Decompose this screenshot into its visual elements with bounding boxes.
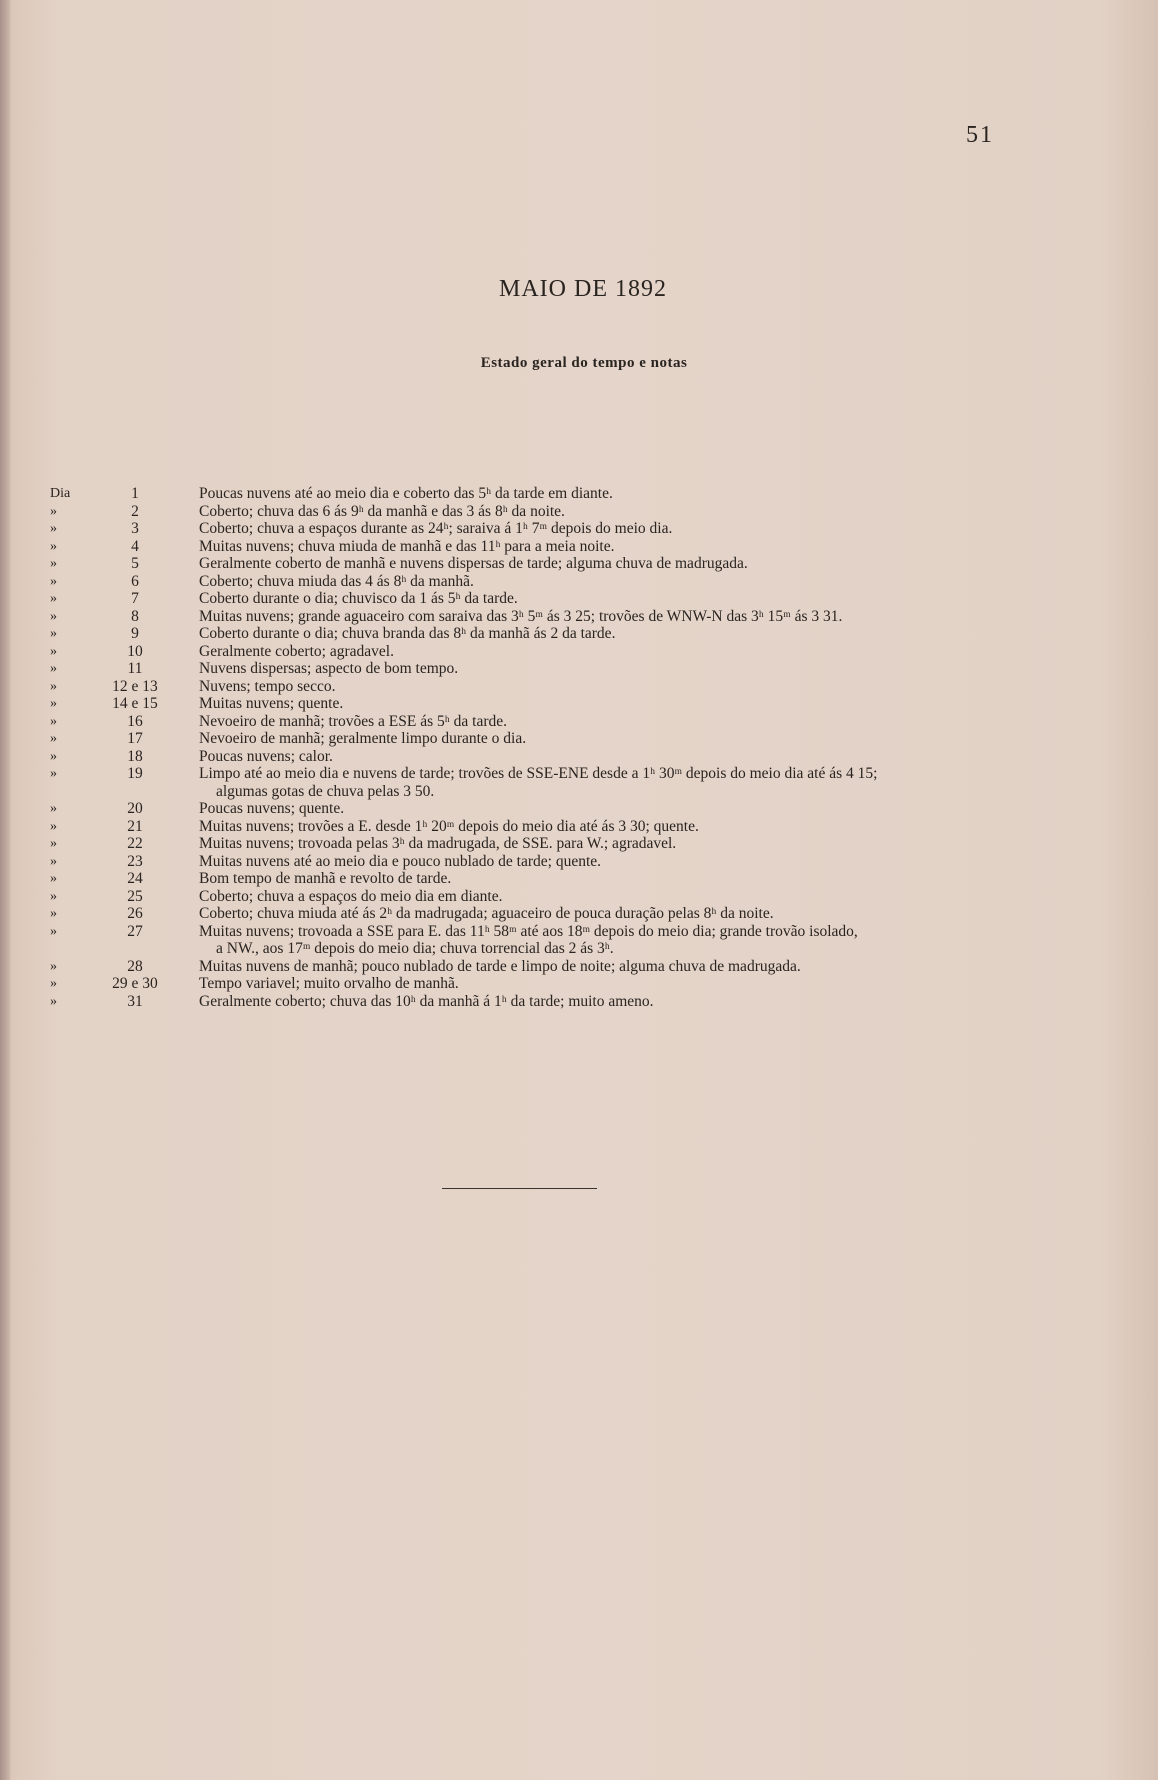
entry-text-block (173, 660, 1019, 678)
entry-day: 22 (127, 835, 143, 852)
entry-text-block (173, 993, 1019, 1011)
entry-label: » (50, 958, 57, 974)
entry-text: Coberto; chuva miuda das 4 ás 8ʰ da manhã. (199, 572, 474, 590)
entry-text-block (173, 765, 1019, 800)
entry-label: » (50, 643, 57, 659)
entry-day: 23 (127, 852, 143, 870)
entry-text-block (173, 678, 1019, 696)
entry-text-block (173, 608, 1019, 626)
entry-text: Muitas nuvens; trovões a E. desde 1ʰ 20ᵐ depois do meio dia até ás 3 30; quente. (199, 817, 699, 835)
entry-day: 20 (127, 800, 143, 817)
entry-text: Geralmente coberto; chuva das 10ʰ da manhã á 1ʰ da tarde; muito ameno. (199, 992, 654, 1010)
list-item (0, 888, 1158, 906)
entry-label: » (50, 731, 57, 746)
entry-text: Muitas nuvens de manhã; pouco nublado de tarde e limpo de noite; alguma chuva de madrugada. (199, 957, 801, 975)
entry-day: 10 (127, 642, 143, 660)
entry-text: Muitas nuvens até ao meio dia e pouco nublado de tarde; quente. (199, 852, 602, 870)
entry-text-block (173, 590, 1019, 608)
entry-label: » (50, 818, 57, 834)
entry-label: » (50, 573, 57, 589)
entry-text: Geralmente coberto de manhã e nuvens dispersas de tarde; alguma chuva de madrugada. (199, 555, 748, 572)
entry-text: Muitas nuvens; quente. (199, 695, 344, 712)
entry-text-block (173, 835, 1019, 853)
list-item (0, 590, 1158, 608)
entry-text-block (173, 975, 1019, 993)
entry-label: » (50, 556, 57, 571)
list-item (0, 520, 1158, 538)
entry-label: » (50, 871, 57, 886)
entry-day: 5 (131, 555, 139, 572)
entry-label: » (50, 696, 57, 711)
list-item (0, 993, 1158, 1011)
entry-day: 1 (131, 485, 139, 502)
entry-text-block (173, 870, 1019, 888)
entry-text: Muitas nuvens; grande aguaceiro com saraiva das 3ʰ 5ᵐ ás 3 25; trovões de WNW-N das 3ʰ 15ᵐ ás 3 31. (199, 607, 843, 625)
list-item (0, 503, 1158, 521)
entry-label: » (50, 626, 57, 641)
entry-day: 8 (131, 607, 139, 625)
list-item (0, 818, 1158, 836)
entry-label: » (50, 678, 57, 694)
page-number: 51 (966, 122, 994, 148)
entry-text-block (173, 800, 1019, 818)
entry-label: » (50, 608, 57, 624)
entry-label: » (50, 993, 57, 1009)
entry-text-continuation: algumas gotas de chuva pelas 3 50. (216, 782, 435, 800)
entry-text-block (173, 888, 1019, 906)
entry-text: Coberto; chuva miuda até ás 2ʰ da madrugada; aguaceiro de pouca duração pelas 8ʰ da noite. (199, 905, 774, 922)
page-subtitle: Estado geral do tempo e notas (480, 355, 688, 371)
entry-text: Coberto durante o dia; chuvisco da 1 ás 5ʰ da tarde. (199, 590, 518, 607)
entry-label: Dia (50, 486, 71, 501)
entry-text: Nevoeiro de manhã; geralmente limpo durante o dia. (199, 730, 527, 747)
page-title: MAIO DE 1892 (499, 276, 667, 302)
entry-day: 21 (127, 817, 143, 835)
entry-text-block (173, 853, 1019, 871)
entry-text-block (173, 625, 1019, 643)
list-item (0, 485, 1158, 503)
section-divider (442, 1188, 597, 1189)
entry-text: Poucas nuvens até ao meio dia e coberto das 5ʰ da tarde em diante. (199, 485, 613, 502)
entry-label: » (50, 748, 57, 764)
entry-day: 14 e 15 (112, 695, 158, 712)
entry-text: Bom tempo de manhã e revolto de tarde. (199, 870, 452, 887)
entry-label: » (50, 538, 57, 554)
list-item (0, 608, 1158, 626)
entry-day: 26 (127, 905, 143, 922)
entry-text-block (173, 923, 1019, 958)
list-item (0, 678, 1158, 696)
list-item (0, 748, 1158, 766)
entry-text: Coberto; chuva das 6 ás 9ʰ da manhã e das 3 ás 8ʰ da noite. (199, 502, 565, 520)
entry-text: Limpo até ao meio dia e nuvens de tarde; trovões de SSE-ENE desde a 1ʰ 30ᵐ depois do meio dia até ás 4 15; (199, 765, 878, 782)
entry-text-block (173, 713, 1019, 731)
entry-text: Muitas nuvens; trovoada a SSE para E. das 11ʰ 58ᵐ até aos 18ᵐ depois do meio dia; grande trovão isolado, (199, 922, 858, 940)
list-item (0, 555, 1158, 573)
entry-text-block (173, 695, 1019, 713)
entry-label: » (50, 976, 57, 991)
entry-text-block (173, 485, 1019, 503)
list-item (0, 660, 1158, 678)
entry-day: 25 (127, 887, 143, 905)
entry-label: » (50, 713, 57, 729)
entry-text: Coberto durante o dia; chuva branda das 8ʰ da manhã ás 2 da tarde. (199, 625, 616, 642)
list-item (0, 765, 1158, 800)
list-item (0, 958, 1158, 976)
entry-day: 29 e 30 (112, 975, 158, 992)
entry-day: 27 (127, 922, 143, 940)
entry-day: 4 (131, 537, 139, 555)
entry-day: 11 (127, 660, 143, 677)
entry-day: 18 (127, 747, 143, 765)
entry-label: » (50, 906, 57, 921)
list-item (0, 870, 1158, 888)
entry-label: » (50, 836, 57, 851)
entry-text-block (173, 905, 1019, 923)
entry-text: Geralmente coberto; agradavel. (199, 642, 394, 660)
list-item (0, 643, 1158, 661)
entry-text-block (173, 503, 1019, 521)
entry-text-block (173, 958, 1019, 976)
list-item (0, 695, 1158, 713)
entry-text-block (173, 748, 1019, 766)
entry-label: » (50, 503, 57, 519)
entry-day: 12 e 13 (112, 677, 158, 695)
entry-day: 19 (127, 765, 143, 782)
list-item (0, 905, 1158, 923)
entry-text: Muitas nuvens; chuva miuda de manhã e das 11ʰ para a meia noite. (199, 537, 615, 555)
list-item (0, 730, 1158, 748)
entry-text-block (173, 818, 1019, 836)
entry-label: » (50, 521, 57, 536)
entry-text: Nevoeiro de manhã; trovões a ESE ás 5ʰ da tarde. (199, 712, 507, 730)
entry-text-block (173, 730, 1019, 748)
entry-label: » (50, 661, 57, 676)
list-item (0, 853, 1158, 871)
entry-text: Coberto; chuva a espaços durante as 24ʰ; saraiva á 1ʰ 7ᵐ depois do meio dia. (199, 520, 673, 537)
entry-day: 3 (131, 520, 139, 537)
entry-day: 2 (131, 502, 139, 520)
entry-text: Poucas nuvens; quente. (199, 800, 345, 817)
entry-label: » (50, 888, 57, 904)
list-item (0, 975, 1158, 993)
list-item (0, 835, 1158, 853)
entry-label: » (50, 766, 57, 781)
entry-day: 16 (127, 712, 143, 730)
entry-day: 17 (127, 730, 143, 747)
entry-text-continuation: a NW., aos 17ᵐ depois do meio dia; chuva torrencial das 2 ás 3ʰ. (216, 940, 614, 957)
entry-text-block (173, 520, 1019, 538)
entry-text-block (173, 573, 1019, 591)
entry-day: 9 (131, 625, 139, 642)
entry-day: 31 (127, 992, 143, 1010)
entry-label: » (50, 853, 57, 869)
entry-text-block (173, 643, 1019, 661)
list-item (0, 713, 1158, 731)
entry-day: 6 (131, 572, 139, 590)
entry-text: Coberto; chuva a espaços do meio dia em diante. (199, 887, 503, 905)
entry-day: 7 (131, 590, 139, 607)
entry-text: Nuvens dispersas; aspecto de bom tempo. (199, 660, 459, 677)
entry-text: Poucas nuvens; calor. (199, 747, 333, 765)
entry-text: Muitas nuvens; trovoada pelas 3ʰ da madrugada, de SSE. para W.; agradavel. (199, 835, 677, 852)
entry-text: Nuvens; tempo secco. (199, 677, 336, 695)
entry-label: » (50, 591, 57, 606)
list-item (0, 625, 1158, 643)
entry-text-block (173, 538, 1019, 556)
list-item (0, 923, 1158, 958)
weather-entries-list (0, 485, 1158, 1010)
entry-label: » (50, 923, 57, 939)
list-item (0, 573, 1158, 591)
entry-day: 28 (127, 957, 143, 975)
entry-text-block (173, 555, 1019, 573)
entry-label: » (50, 801, 57, 816)
list-item (0, 538, 1158, 556)
entry-text: Tempo variavel; muito orvalho de manhã. (199, 975, 459, 992)
list-item (0, 800, 1158, 818)
entry-day: 24 (127, 870, 143, 887)
